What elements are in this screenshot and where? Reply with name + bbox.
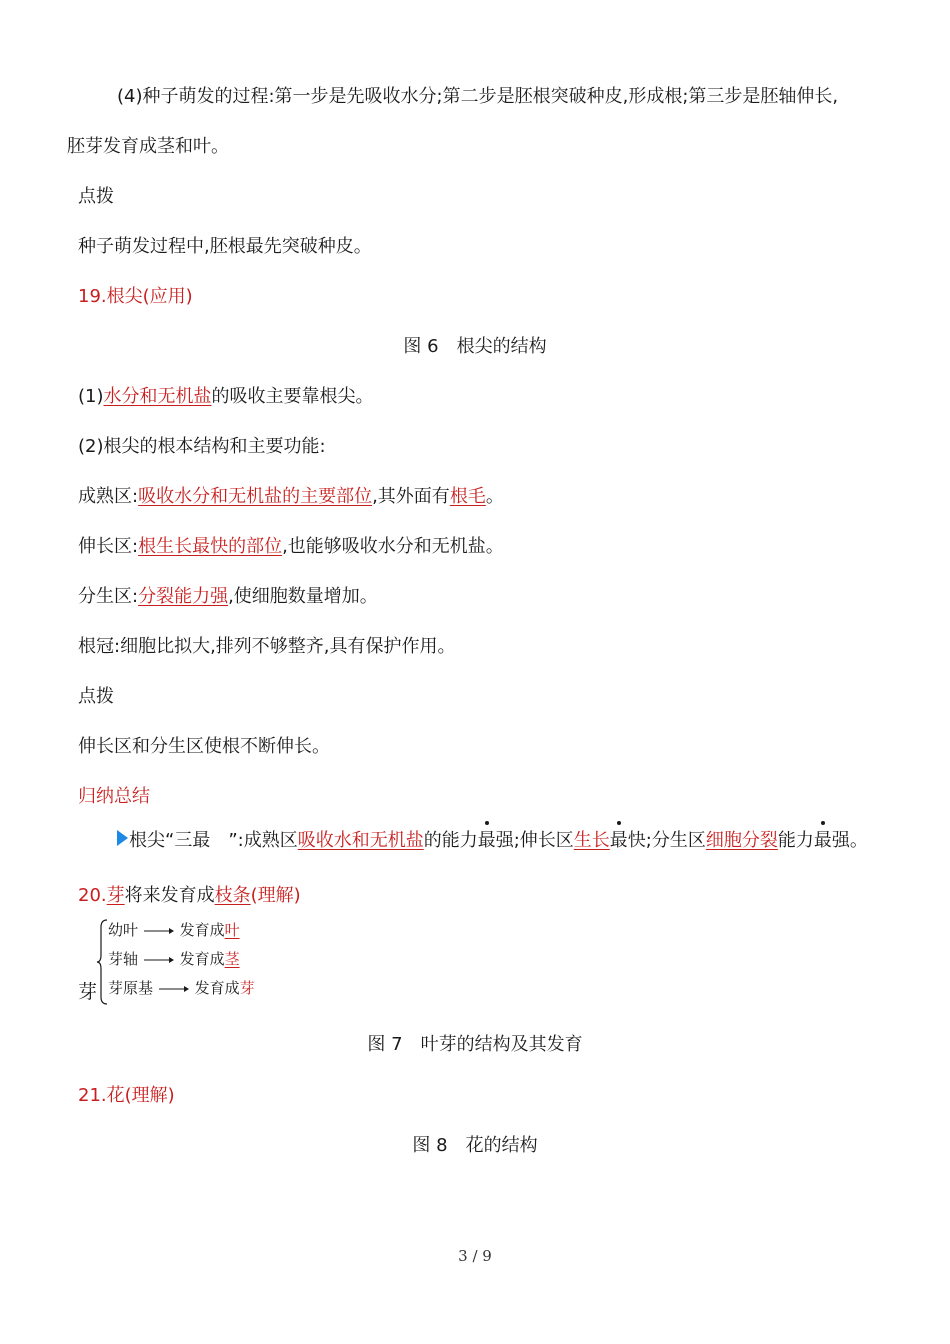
text: 的能力: [423, 830, 478, 851]
diagram-row: [108, 978, 255, 998]
text: 快;分生区: [627, 830, 706, 851]
section-heading: 19.根尖(应用): [78, 286, 193, 307]
text: (1): [78, 386, 104, 407]
row-result: 叶: [224, 921, 240, 939]
text: 强;伸长区: [495, 830, 574, 851]
bud-diagram: [78, 915, 338, 1010]
text: 伸长区:: [78, 536, 139, 557]
bud-part: 芽原基: [108, 979, 154, 997]
figure-caption: 图 6 根尖的结构: [403, 336, 547, 357]
paragraph-line: [78, 484, 504, 510]
text: 。: [485, 486, 504, 507]
diagram-row: [108, 949, 240, 969]
paragraph-line: 胚芽发育成茎和叶。: [67, 136, 229, 157]
tip-text: 种子萌发过程中,胚根最先突破种皮。: [78, 236, 372, 257]
emphasis-char: 最: [814, 828, 832, 854]
answer-text: 生长: [573, 830, 610, 851]
summary-heading: 归纳总结: [78, 786, 150, 807]
text: 的吸收主要靠根尖。: [211, 386, 374, 407]
text: ,也能够吸收水分和无机盐。: [282, 536, 504, 557]
row-text: 发育成: [194, 979, 240, 997]
arrow-right-icon: [144, 926, 174, 936]
arrow-right-icon: [159, 984, 189, 994]
diagram-row: [108, 920, 240, 940]
paragraph-line: [78, 534, 504, 560]
brace-icon: [96, 919, 108, 1005]
tip-text: 伸长区和分生区使根不断伸长。: [78, 736, 330, 757]
text: 将来发育成: [124, 885, 215, 906]
summary-text: [129, 828, 868, 854]
paragraph-line: (4)种子萌发的过程:第一步是先吸收水分;第二步是胚根突破种皮,形成根;第三步是胚轴伸长,: [117, 86, 839, 107]
page-number: 3 / 9: [458, 1247, 492, 1265]
arrow-right-icon: [144, 955, 174, 965]
section-heading: [78, 883, 301, 909]
heading-number: 20.: [78, 885, 107, 906]
heading-tag: (理解): [250, 885, 301, 906]
emphasis-char: 最: [610, 828, 628, 854]
figure-caption: 图 8 花的结构: [412, 1135, 538, 1156]
text: 根尖“三最 ”:成熟区: [129, 830, 298, 851]
answer-text: 根毛: [449, 486, 486, 507]
text: 成熟区:: [78, 486, 139, 507]
bud-part: 芽轴: [108, 950, 139, 968]
answer-text: 芽: [106, 885, 125, 906]
emphasis-char: 最: [478, 828, 496, 854]
paragraph-line: [78, 584, 378, 610]
row-text: 发育成: [179, 921, 225, 939]
row-text: 发育成: [179, 950, 225, 968]
text: 强。: [831, 830, 868, 851]
bud-part: 幼叶: [108, 921, 139, 939]
answer-text: 吸收水和无机盐: [297, 830, 424, 851]
row-result: 芽: [239, 979, 255, 997]
text: 能力: [777, 830, 814, 851]
answer-text: 吸收水分和无机盐的主要部位: [138, 486, 373, 507]
answer-text: 根生长最快的部位: [138, 536, 283, 557]
paragraph-line: 根冠:细胞比拟大,排列不够整齐,具有保护作用。: [78, 636, 456, 657]
text: ,其外面有: [372, 486, 450, 507]
row-result: 茎: [224, 950, 240, 968]
answer-text: 枝条: [214, 885, 251, 906]
text: 分生区:: [78, 586, 139, 607]
figure-caption: 图 7 叶芽的结构及其发育: [367, 1034, 583, 1055]
triangle-marker-icon: [117, 830, 128, 846]
tip-label: 点拨: [78, 686, 114, 707]
paragraph-line: [78, 384, 374, 410]
text: ,使细胞数量增加。: [228, 586, 378, 607]
bud-label: 芽: [78, 981, 98, 1003]
tip-label: 点拨: [78, 186, 114, 207]
answer-text: 细胞分裂: [705, 830, 778, 851]
answer-text: 水分和无机盐: [103, 386, 212, 407]
section-heading: 21.花(理解): [78, 1085, 175, 1106]
paragraph-line: (2)根尖的根本结构和主要功能:: [78, 436, 326, 457]
answer-text: 分裂能力强: [138, 586, 229, 607]
